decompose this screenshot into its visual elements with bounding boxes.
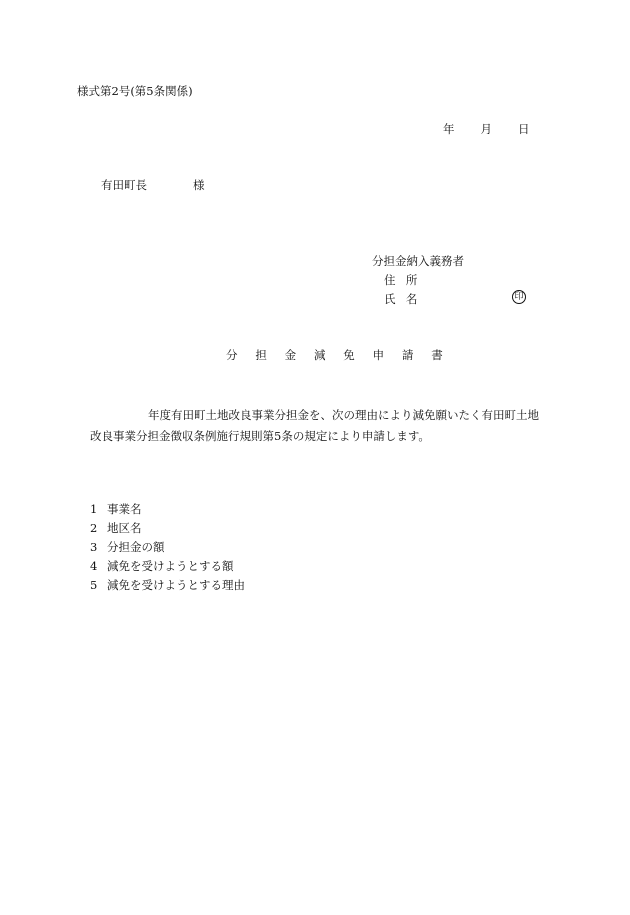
- item-label: 分担金の額: [107, 540, 165, 554]
- item-number: 1: [90, 502, 98, 516]
- addressee-honorific: 様: [193, 178, 205, 192]
- addressee: [101, 180, 205, 192]
- list-item: [90, 538, 245, 557]
- applicant-title: 分担金納入義務者: [372, 254, 464, 268]
- item-list: [90, 500, 245, 595]
- name-label: 氏名: [384, 292, 428, 306]
- body-line-1: 年度有田町土地改良事業分担金を、次の理由により減免願いたく有田町土地: [148, 408, 539, 422]
- body-line-2: 改良事業分担金徴収条例施行規則第5条の規定により申請します。: [90, 429, 430, 443]
- list-item: [90, 500, 245, 519]
- list-item: [90, 519, 245, 538]
- list-item: [90, 576, 245, 595]
- year-label: 年: [443, 122, 455, 136]
- item-number: 2: [90, 521, 98, 535]
- list-item: [90, 557, 245, 576]
- item-number: 5: [90, 578, 98, 592]
- item-label: 事業名: [107, 502, 142, 516]
- day-label: 日: [518, 122, 530, 136]
- document-title: 分担金減免申請書: [226, 348, 461, 362]
- item-label: 地区名: [107, 521, 142, 535]
- date-line: [443, 124, 530, 136]
- item-label: 減免を受けようとする理由: [107, 578, 245, 592]
- addressee-name: 有田町長: [101, 178, 147, 192]
- item-number: 4: [90, 559, 98, 573]
- address-label: 住所: [384, 273, 428, 287]
- body-text: [90, 405, 560, 447]
- seal-mark: 印: [512, 290, 526, 304]
- form-number: 様式第2号(第5条関係): [77, 84, 193, 98]
- item-number: 3: [90, 540, 98, 554]
- month-label: 月: [480, 122, 492, 136]
- item-label: 減免を受けようとする額: [107, 559, 234, 573]
